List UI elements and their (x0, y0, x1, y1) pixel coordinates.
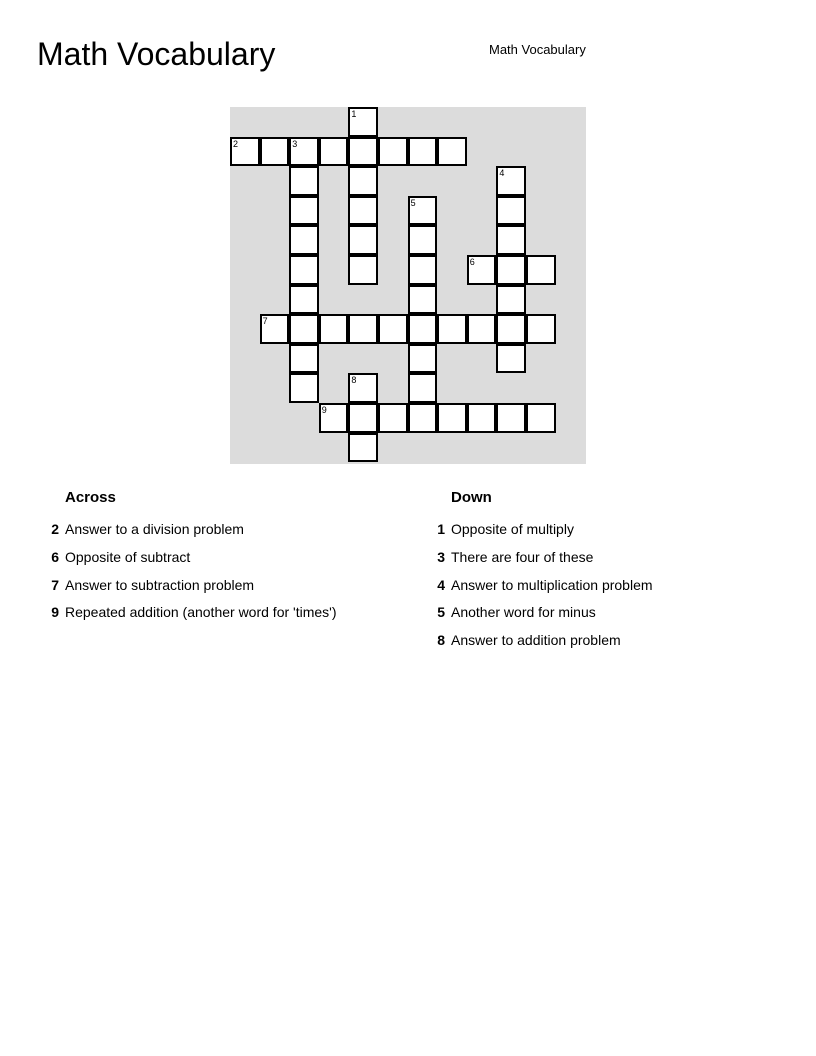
cell-number: 3 (292, 138, 298, 149)
grid-cell[interactable] (348, 225, 378, 255)
grid-cell[interactable] (348, 314, 378, 344)
grid-cell[interactable] (289, 196, 319, 226)
clue-item (423, 548, 593, 566)
clue-number: 7 (51, 576, 59, 593)
clue-text: Answer to addition problem (451, 632, 621, 649)
grid-cell[interactable] (496, 344, 526, 374)
grid-cell[interactable] (496, 166, 526, 196)
clue-item (37, 548, 190, 566)
clue-number: 2 (51, 521, 59, 537)
grid-cell[interactable] (408, 137, 438, 167)
grid-cell[interactable] (319, 403, 349, 433)
grid-cell[interactable] (260, 137, 290, 167)
grid-cell[interactable] (408, 225, 438, 255)
clue-item (423, 520, 574, 538)
clue-item (423, 631, 621, 649)
grid-cell[interactable] (496, 225, 526, 255)
grid-cell[interactable] (230, 137, 260, 167)
clue-number: 4 (437, 576, 445, 593)
grid-cell[interactable] (319, 137, 349, 167)
grid-cell[interactable] (408, 344, 438, 374)
grid-cell[interactable] (437, 403, 467, 433)
cell-number: 9 (321, 405, 327, 415)
grid-cell[interactable] (496, 285, 526, 315)
across-heading: Across (65, 489, 116, 506)
grid-cell[interactable] (348, 373, 378, 403)
grid-cell[interactable] (437, 137, 467, 167)
clue-item (37, 576, 254, 594)
grid-cell[interactable] (496, 196, 526, 226)
clue-text: Repeated addition (another word for 'times') (65, 604, 337, 621)
down-heading: Down (451, 489, 492, 506)
clue-text: Answer to a division problem (65, 521, 244, 537)
clue-number: 9 (51, 604, 59, 621)
grid-cell[interactable] (319, 314, 349, 344)
grid-cell[interactable] (526, 403, 556, 433)
cell-number: 5 (410, 197, 416, 208)
grid-cell[interactable] (260, 314, 290, 344)
grid-cell[interactable] (496, 403, 526, 433)
grid-cell[interactable] (348, 166, 378, 196)
clue-number: 1 (437, 521, 445, 537)
grid-cell[interactable] (467, 314, 497, 344)
cell-number: 4 (499, 168, 505, 179)
clue-text: Opposite of multiply (451, 521, 574, 537)
grid-cell[interactable] (526, 255, 556, 285)
grid-cell[interactable] (378, 403, 408, 433)
grid-cell[interactable] (408, 285, 438, 315)
grid-cell[interactable] (437, 314, 467, 344)
clue-text: Answer to subtraction problem (65, 576, 255, 593)
grid-cell[interactable] (348, 255, 378, 285)
page-subtitle: Math Vocabulary (489, 42, 586, 57)
grid-cell[interactable] (496, 255, 526, 285)
clue-number: 5 (437, 604, 445, 621)
grid-cell[interactable] (348, 196, 378, 226)
grid-cell[interactable] (289, 137, 319, 167)
grid-cell[interactable] (348, 137, 378, 167)
cell-number: 1 (351, 109, 357, 119)
clue-item (423, 576, 653, 594)
grid-cell[interactable] (378, 137, 408, 167)
clue-item (37, 520, 244, 538)
grid-cell[interactable] (289, 285, 319, 315)
grid-cell[interactable] (289, 344, 319, 374)
page-title: Math Vocabulary (37, 36, 276, 72)
grid-cell[interactable] (289, 314, 319, 344)
grid-cell[interactable] (467, 403, 497, 433)
clue-text: Another word for minus (451, 604, 596, 621)
grid-cell[interactable] (408, 255, 438, 285)
cell-number: 6 (469, 257, 475, 267)
clue-item (423, 603, 596, 621)
grid-cell[interactable] (467, 255, 497, 285)
grid-cell[interactable] (526, 314, 556, 344)
clue-item (37, 603, 337, 621)
cell-number: 8 (351, 375, 357, 386)
clue-text: There are four of these (451, 548, 594, 565)
clue-text: Opposite of subtract (65, 548, 191, 565)
clue-number: 8 (437, 632, 445, 649)
grid-cell[interactable] (408, 314, 438, 344)
grid-cell[interactable] (289, 373, 319, 403)
grid-cell[interactable] (348, 107, 378, 137)
cell-number: 7 (262, 316, 268, 327)
grid-cell[interactable] (348, 433, 378, 463)
clue-text: Answer to multiplication problem (451, 576, 653, 593)
grid-cell[interactable] (496, 314, 526, 344)
grid-cell[interactable] (408, 373, 438, 403)
grid-cell[interactable] (408, 403, 438, 433)
cell-number: 2 (233, 138, 239, 149)
grid-cell[interactable] (289, 225, 319, 255)
crossword-grid (230, 107, 586, 464)
clue-number: 3 (437, 548, 445, 565)
grid-cell[interactable] (408, 196, 438, 226)
grid-cell[interactable] (348, 403, 378, 433)
grid-cell[interactable] (378, 314, 408, 344)
clue-number: 6 (51, 548, 59, 565)
grid-cell[interactable] (289, 255, 319, 285)
grid-cell[interactable] (289, 166, 319, 196)
